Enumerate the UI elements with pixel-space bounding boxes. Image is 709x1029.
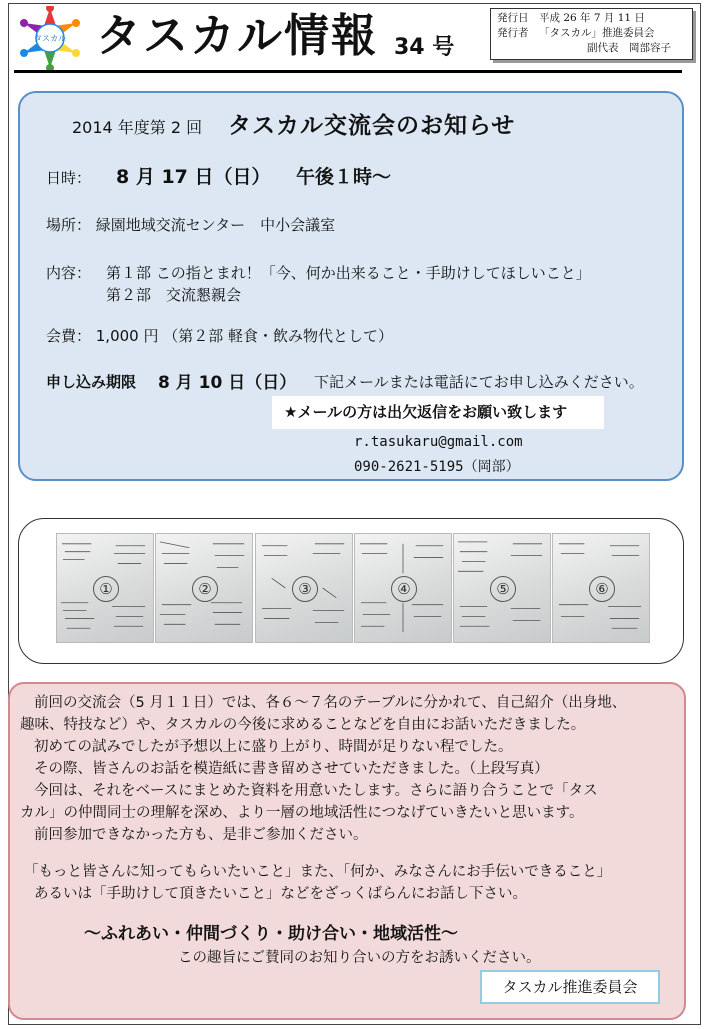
- content-part2: 第２部 交流懇親会: [106, 286, 242, 304]
- photo-4: [354, 533, 452, 643]
- photo-1-label: ①: [93, 576, 119, 602]
- report-line-7: 前回参加できなかった方も、是非ご参加ください。: [34, 827, 368, 843]
- info-date-row: [497, 11, 686, 26]
- photo-3: [255, 533, 353, 643]
- deadline-date: 8 月 10 日（日）: [158, 373, 297, 393]
- photo-3-label: ③: [292, 576, 318, 602]
- report-line-6: カル」の仲間同士の理解を深め、より一層の地域活性につなげていきたいと思います。: [20, 805, 584, 821]
- datetime-date: 8 月 17 日（日）: [116, 166, 271, 188]
- place-text: 場所： 緑園地域交流センター 中小会議室: [46, 216, 336, 234]
- info-publisher-value: 「タスカル」推進委員会: [539, 27, 655, 39]
- issue-number-value: 34: [394, 35, 425, 60]
- report-slogan: ～ふれあい・仲間づくり・助け合い・地域活性～: [84, 924, 458, 944]
- previous-meeting-report: [8, 682, 686, 1020]
- fee-text: 会費： 1,000 円 （第２部 軽食・飲み物代として）: [46, 327, 394, 345]
- contact-email[interactable]: r.tasukaru@gmail.com: [354, 434, 523, 450]
- photo-2: [155, 533, 253, 643]
- report-line-2: 趣味、特技など）や、タスカルの今後に求めることなどを自由にお話いただきました。: [20, 717, 586, 733]
- info-rep-value: 副代表 岡部容子: [587, 42, 671, 54]
- publication-info: [490, 8, 693, 60]
- issue-suffix: 号: [432, 35, 455, 60]
- content-part1: 第１部 この指とまれ！「今、何か出来ること・手助けしてほしいこと」: [106, 264, 591, 282]
- contact-phone: 090-2621-5195（岡部）: [354, 459, 520, 475]
- report-line-1: 前回の交流会（5 月１１日）では、各６～７名のテーブルに分かれて、自己紹介（出身地、: [34, 695, 627, 711]
- info-date-value: 平成 26 年 7 月 11 日: [539, 12, 645, 24]
- photo-1: [56, 533, 154, 643]
- notice-year: 2014 年度第 2 回: [72, 118, 203, 137]
- photo-strip: [18, 518, 684, 664]
- content-label: 内容：: [46, 264, 92, 282]
- report-line-3: 初めての試みでしたが予想以上に盛り上がり、時間が足りない程でした。: [34, 739, 513, 755]
- info-rep-row: [497, 41, 686, 56]
- header-rule: [14, 70, 682, 73]
- report-invite: この趣旨にご賛同のお知り合いの方をお誘いください。: [178, 950, 541, 966]
- deadline-label: 申し込み期限: [46, 373, 137, 391]
- photo-2-label: ②: [192, 576, 218, 602]
- event-notice: [18, 91, 684, 481]
- email-reply-note: ★メールの方は出欠返信をお願い致します: [272, 396, 604, 429]
- tasukaru-logo: [14, 6, 86, 70]
- deadline-note: 下記メールまたは電話にてお申し込みください。: [314, 373, 644, 391]
- notice-title: タスカル交流会のお知らせ: [228, 113, 516, 139]
- newsletter-title: タスカル情報: [96, 9, 379, 62]
- report-line-8: 「もっと皆さんに知ってもらいたいこと」また、「何か、みなさんにお手伝いできること」: [24, 864, 612, 880]
- report-line-9: あるいは「手助けして頂きたいこと」などをざっくばらんにお話し下さい。: [34, 886, 527, 902]
- photo-6-label: ⑥: [589, 576, 615, 602]
- issue-number: [394, 30, 454, 61]
- report-line-5: 今回は、それをベースにまとめた資料を用意いたします。さらに語り合うことで「タス: [34, 783, 598, 799]
- info-publisher-row: [497, 26, 686, 41]
- datetime-time: 午後１時～: [296, 166, 392, 188]
- logo-text: タスカル: [34, 34, 66, 43]
- photo-5-label: ⑤: [490, 576, 516, 602]
- info-date-label: 発行日: [497, 12, 529, 24]
- photo-5: [453, 533, 551, 643]
- datetime-label: 日時：: [46, 169, 92, 187]
- committee-signature: タスカル推進委員会: [480, 970, 660, 1004]
- photo-6: [552, 533, 650, 643]
- report-line-4: その際、皆さんのお話を模造紙に書き留めさせていただきました。（上段写真）: [34, 761, 549, 777]
- info-publisher-label: 発行者: [497, 27, 529, 39]
- photo-4-label: ④: [391, 576, 417, 602]
